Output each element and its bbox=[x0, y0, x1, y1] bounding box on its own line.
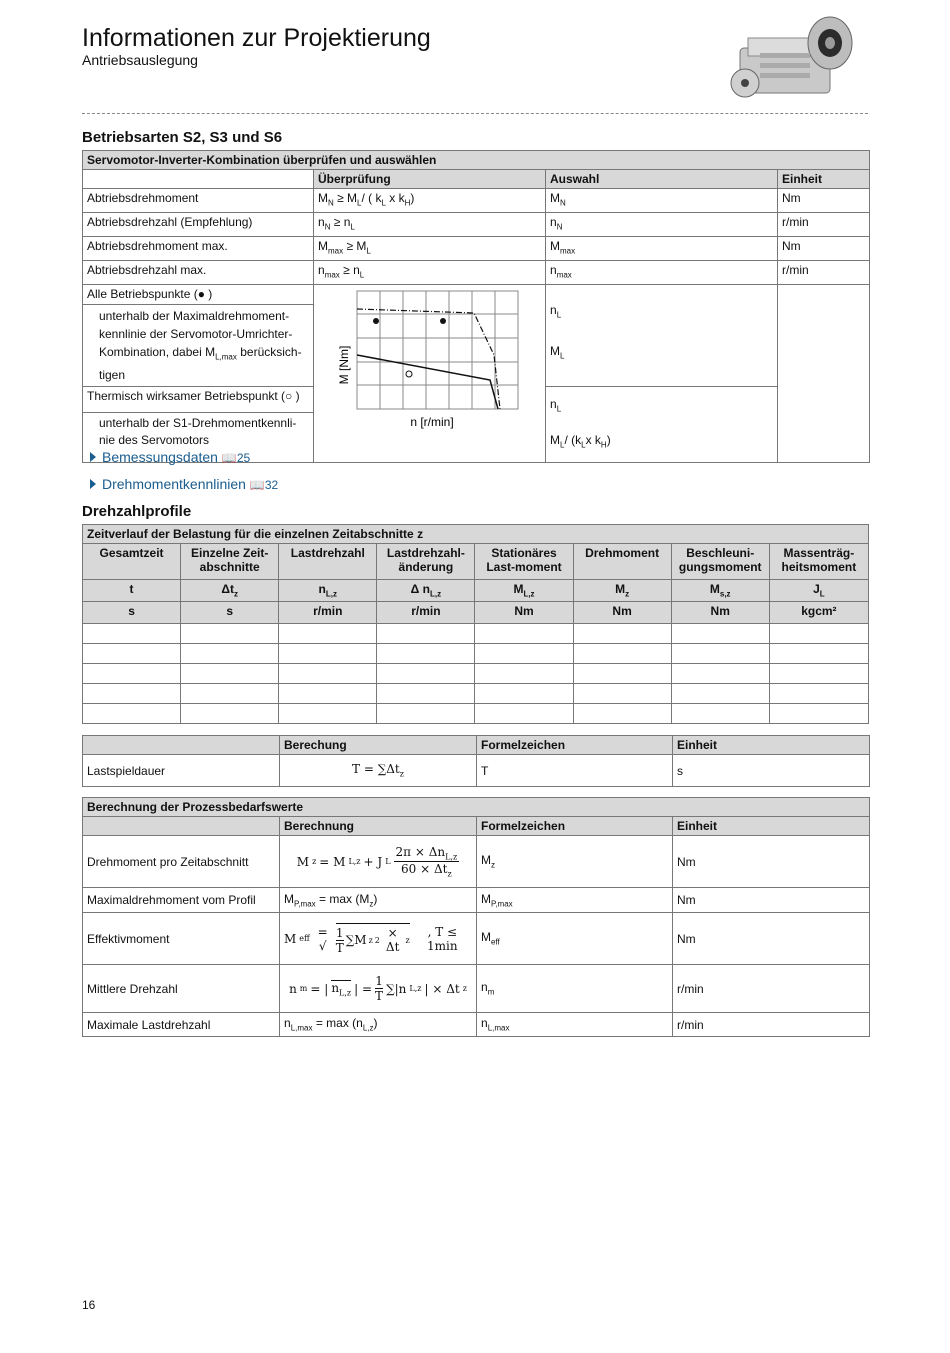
row-label: Abtriebsdrehmoment bbox=[83, 189, 314, 213]
unit-cell: r/min bbox=[279, 602, 377, 624]
check-formula: $M_N \ge M_L/$ ( $k_L$ x $k_H$) bbox=[314, 189, 546, 213]
row-label: Abtriebsdrehzahl (Empfehlung) bbox=[83, 213, 314, 237]
operating-point bbox=[440, 318, 446, 324]
col-header-unit: Einheit bbox=[673, 817, 870, 836]
cycle-duration-table bbox=[82, 735, 870, 787]
select-values-thermal: $n_L$ $M_L/$ ($k_Lx$ $k_H$) bbox=[546, 387, 778, 463]
unit-value: r/min bbox=[778, 261, 870, 285]
header-divider bbox=[82, 113, 868, 114]
row-label: Abtriebsdrehzahl max. bbox=[83, 261, 314, 285]
col-header-check: Überprüfung bbox=[314, 170, 546, 189]
book-icon: 📖 bbox=[221, 451, 237, 465]
unit-value: Nm bbox=[778, 237, 870, 261]
symbol-cell: $J_L$ bbox=[769, 580, 868, 602]
symbol-cell: $\Delta t_z$ bbox=[181, 580, 279, 602]
col-header: Lastdrehzahl bbox=[279, 544, 377, 580]
table-row bbox=[83, 704, 869, 724]
s1-torque-curve bbox=[357, 355, 498, 409]
load-profile-table bbox=[82, 524, 869, 724]
unit-cell: kgcm² bbox=[769, 602, 868, 624]
process-values-table bbox=[82, 797, 870, 1037]
row-label: Effektivmoment bbox=[83, 913, 280, 965]
all-points-label: Alle Betriebspunkte (● ) bbox=[83, 285, 314, 305]
unit-value: r/min bbox=[673, 1013, 870, 1037]
col-header-unit: Einheit bbox=[778, 170, 870, 189]
unit-cell: Nm bbox=[475, 602, 573, 624]
col-header-symbol: Formelzeichen bbox=[477, 817, 673, 836]
unit-cell: s bbox=[83, 602, 181, 624]
section-heading-speed-profiles: Drehzahlprofile bbox=[82, 503, 192, 520]
select-value: $M_N$ bbox=[546, 189, 778, 213]
book-icon: 📖 bbox=[249, 478, 265, 492]
check-formula: $n_{max} \ge n_L$ bbox=[314, 261, 546, 285]
col-header: Beschleuni-gungsmoment bbox=[671, 544, 769, 580]
symbol-cell: $M_z$ bbox=[573, 580, 671, 602]
col-header-symbol: Formelzeichen bbox=[477, 736, 673, 755]
symbol-value: $n_m$ bbox=[477, 965, 673, 1013]
unit-value: s bbox=[673, 755, 870, 787]
symbol-value: T bbox=[477, 755, 673, 787]
unit-value: Nm bbox=[673, 888, 870, 913]
table-row bbox=[83, 624, 869, 644]
symbol-value: $M_{P,max}$ bbox=[477, 888, 673, 913]
operating-point bbox=[373, 318, 379, 324]
select-values-all-points: $n_L$ $M_L$ bbox=[546, 285, 778, 387]
col-header: Stationäres Last-moment bbox=[475, 544, 573, 580]
unit-value: Nm bbox=[673, 913, 870, 965]
formula-mean-speed: n m = | $n_{L,z}$ | = 1 T ∑|n L,z | × Δt z bbox=[280, 965, 477, 1013]
symbol-cell: t bbox=[83, 580, 181, 602]
row-label: Maximaldrehmoment vom Profil bbox=[83, 888, 280, 913]
table-row bbox=[83, 644, 869, 664]
row-label: Lastspieldauer bbox=[83, 755, 280, 787]
unit-cell: s bbox=[181, 602, 279, 624]
unit-value: Nm bbox=[778, 189, 870, 213]
table-title: Berechnung der Prozessbedarfswerte bbox=[83, 798, 870, 817]
link-rated-data[interactable]: Bemessungsdaten 📖25 bbox=[90, 449, 250, 465]
symbol-value: $M_{eff}$ bbox=[477, 913, 673, 965]
section-heading-operating-modes: Betriebsarten S2, S3 und S6 bbox=[82, 129, 283, 146]
table-title: Servomotor-Inverter-Kombination überprüfen und auswählen bbox=[83, 151, 870, 170]
page-title: Informationen zur Projektierung bbox=[82, 24, 431, 52]
check-formula: $n_N \ge n_L$ bbox=[314, 213, 546, 237]
formula-max-torque: $M_{P,max} = \max (M_z)$ bbox=[280, 888, 477, 913]
torque-speed-chart bbox=[314, 285, 545, 435]
col-header: Massenträg-heitsmoment bbox=[769, 544, 868, 580]
col-header-calc: Berechnung bbox=[280, 817, 477, 836]
thermal-operating-point bbox=[406, 371, 412, 377]
chart-x-label: n [r/min] bbox=[410, 415, 454, 429]
unit-cell: Nm bbox=[671, 602, 769, 624]
col-header: Einzelne Zeit-abschnitte bbox=[181, 544, 279, 580]
unit-value: r/min bbox=[673, 965, 870, 1013]
unit-value: r/min bbox=[778, 213, 870, 237]
triangle-right-icon bbox=[90, 452, 96, 462]
characteristic-chart-cell bbox=[314, 285, 546, 463]
symbol-cell: $M_{s,z}$ bbox=[671, 580, 769, 602]
col-header: Lastdrehzahl-änderung bbox=[377, 544, 475, 580]
formula-torque-per-segment: M z = M L,z + J L $2\pi \times \Delta n_{L,z}$ $60 \times \Delta t_z$ bbox=[280, 836, 477, 888]
link-torque-curves[interactable]: Drehmomentkennlinien 📖32 bbox=[90, 476, 278, 492]
row-label: Drehmoment pro Zeitabschnitt bbox=[83, 836, 280, 888]
symbol-value: $n_{L,max}$ bbox=[477, 1013, 673, 1037]
all-points-description: unterhalb der Maximaldrehmoment- kennlinie der Servomotor-Umrichter- Kombination, dabei $M_{L,max}$ berücksich- tigen bbox=[83, 305, 314, 387]
col-header-unit: Einheit bbox=[673, 736, 870, 755]
row-label: Mittlere Drehzahl bbox=[83, 965, 280, 1013]
col-header: Gesamtzeit bbox=[83, 544, 181, 580]
check-formula: $M_{max} \ge M_L$ bbox=[314, 237, 546, 261]
servomotor-image bbox=[730, 8, 860, 108]
col-header: Drehmoment bbox=[573, 544, 671, 580]
servo-inverter-table bbox=[82, 150, 870, 463]
triangle-right-icon bbox=[90, 479, 96, 489]
col-header-calc: Berechung bbox=[280, 736, 477, 755]
thermal-point-label: Thermisch wirksamer Betriebspunkt (○ ) bbox=[83, 387, 314, 413]
formula-effective-torque: M eff = √ 1 T ∑M z 2 × Δt z , T ≤ 1min bbox=[280, 913, 477, 965]
unit-cell: r/min bbox=[377, 602, 475, 624]
symbol-cell: $n_{L,z}$ bbox=[279, 580, 377, 602]
symbol-cell: Δ $n_{L,z}$ bbox=[377, 580, 475, 602]
select-value: $n_N$ bbox=[546, 213, 778, 237]
unit-value: Nm bbox=[673, 836, 870, 888]
page-number: 16 bbox=[82, 1298, 96, 1312]
row-label: Abtriebsdrehmoment max. bbox=[83, 237, 314, 261]
symbol-value: $M_z$ bbox=[477, 836, 673, 888]
table-row bbox=[83, 684, 869, 704]
page-subtitle: Antriebsauslegung bbox=[82, 52, 198, 68]
col-header-select: Auswahl bbox=[546, 170, 778, 189]
table-row bbox=[83, 664, 869, 684]
unit-cell: Nm bbox=[573, 602, 671, 624]
symbol-cell: $M_{L,z}$ bbox=[475, 580, 573, 602]
chart-y-label: M [Nm] bbox=[337, 345, 351, 385]
select-value: $M_{max}$ bbox=[546, 237, 778, 261]
formula-max-load-speed: $n_{L,max} = \max (n_{L,z})$ bbox=[280, 1013, 477, 1037]
row-label: Maximale Lastdrehzahl bbox=[83, 1013, 280, 1037]
select-value: $n_{max}$ bbox=[546, 261, 778, 285]
formula-cycle-duration: $T = \sum\Delta t_z$ bbox=[280, 755, 477, 787]
thermal-point-description: unterhalb der S1-Drehmomentkennli- nie des Servomotors bbox=[83, 413, 314, 463]
table-title: Zeitverlauf der Belastung für die einzelnen Zeitabschnitte z bbox=[83, 525, 869, 544]
